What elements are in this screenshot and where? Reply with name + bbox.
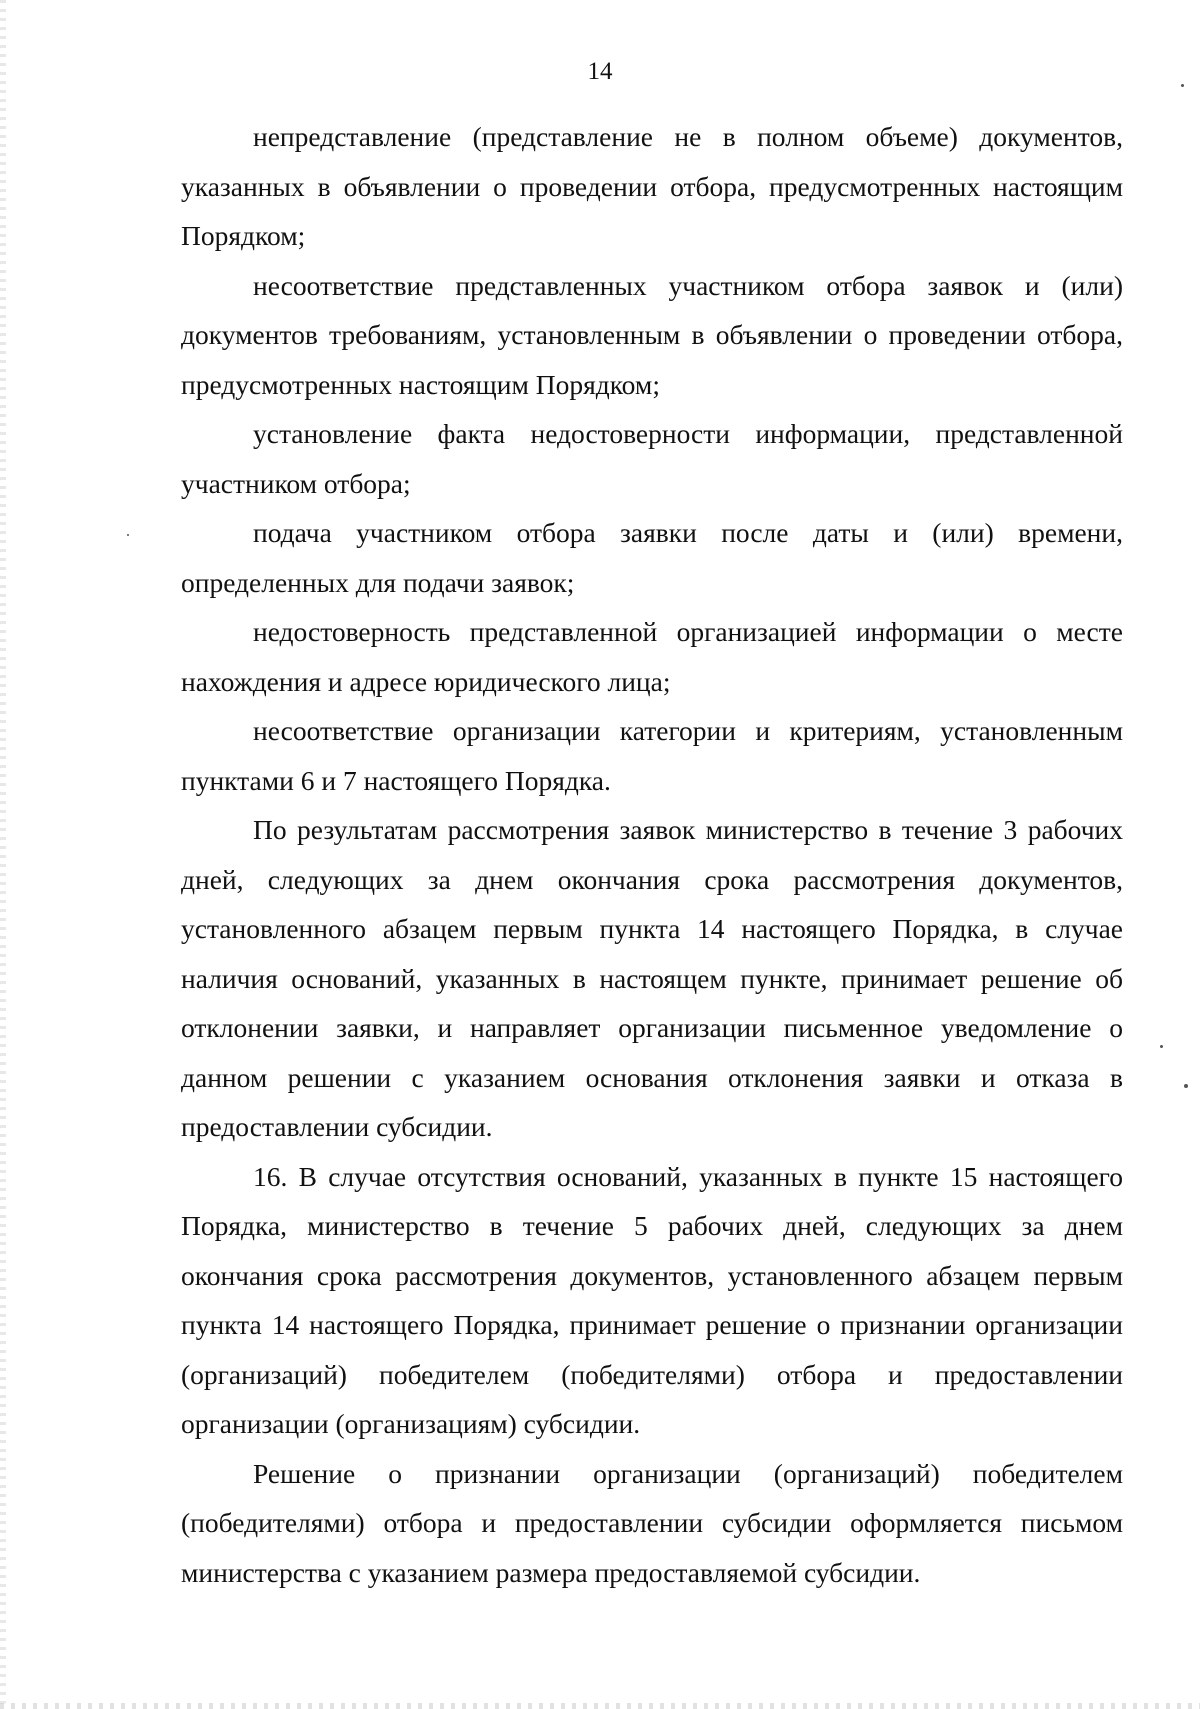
paragraph: непредставление (представление не в полном объеме) документов, указанных в объявлении о проведении отбора, предусмотренных настоящим Порядком; [181, 121, 1123, 251]
scan-speck [127, 534, 129, 536]
paragraph: установление факта недостоверности информации, представленной участником отбора; [181, 418, 1123, 499]
paragraph: несоответствие организации категории и критериям, установленным пунктами 6 и 7 настоящего Порядка. [181, 715, 1123, 796]
paragraph: По результатам рассмотрения заявок министерство в течение 3 рабочих дней, следующих за днем окончания срока рассмотрения документов, установленного абзацем первым пункта 14 настоящего Порядка, в случае наличия оснований, указанных в настоящем пункте, принимает решение об отклонении заявки, и направляет организации письменное уведомление о данном решении с указанием основания отклонения заявки и отказа в предоставлении субсидии. [181, 814, 1123, 1142]
paragraph: несоответствие представленных участником отбора заявок и (или) документов требованиям, установленным в объявлении о проведении отбора, предусмотренных настоящим Порядком; [181, 269, 1123, 400]
paragraph: подача участником отбора заявки после даты и (или) времени, определенных для подачи заявок; [181, 517, 1123, 598]
scan-speck [1184, 1084, 1188, 1088]
paragraph: Решение о признании организации (организаций) победителем (победителями) отбора и предоставлении субсидии оформляется письмом министерства с указанием размера предоставляемой субсидии. [181, 1457, 1123, 1588]
paragraph: недостоверность представленной организацией информации о месте нахождения и адресе юридического лица; [181, 616, 1123, 697]
page-number: 14 [587, 58, 613, 85]
scan-edge-left [0, 0, 6, 1709]
scan-edge-bottom [0, 1703, 1200, 1709]
document-body [181, 112, 1123, 1597]
scan-speck [1160, 1045, 1163, 1048]
paragraph: 16. В случае отсутствия оснований, указанных в пункте 15 настоящего Порядка, министерство в течение 5 рабочих дней, следующих за днем окончания срока рассмотрения документов, установленного абзацем первым пункта 14 настоящего Порядка, принимает решение о признании организации (организаций) победителем (победителями) отбора и предоставлении организации (организациям) субсидии. [181, 1160, 1123, 1439]
